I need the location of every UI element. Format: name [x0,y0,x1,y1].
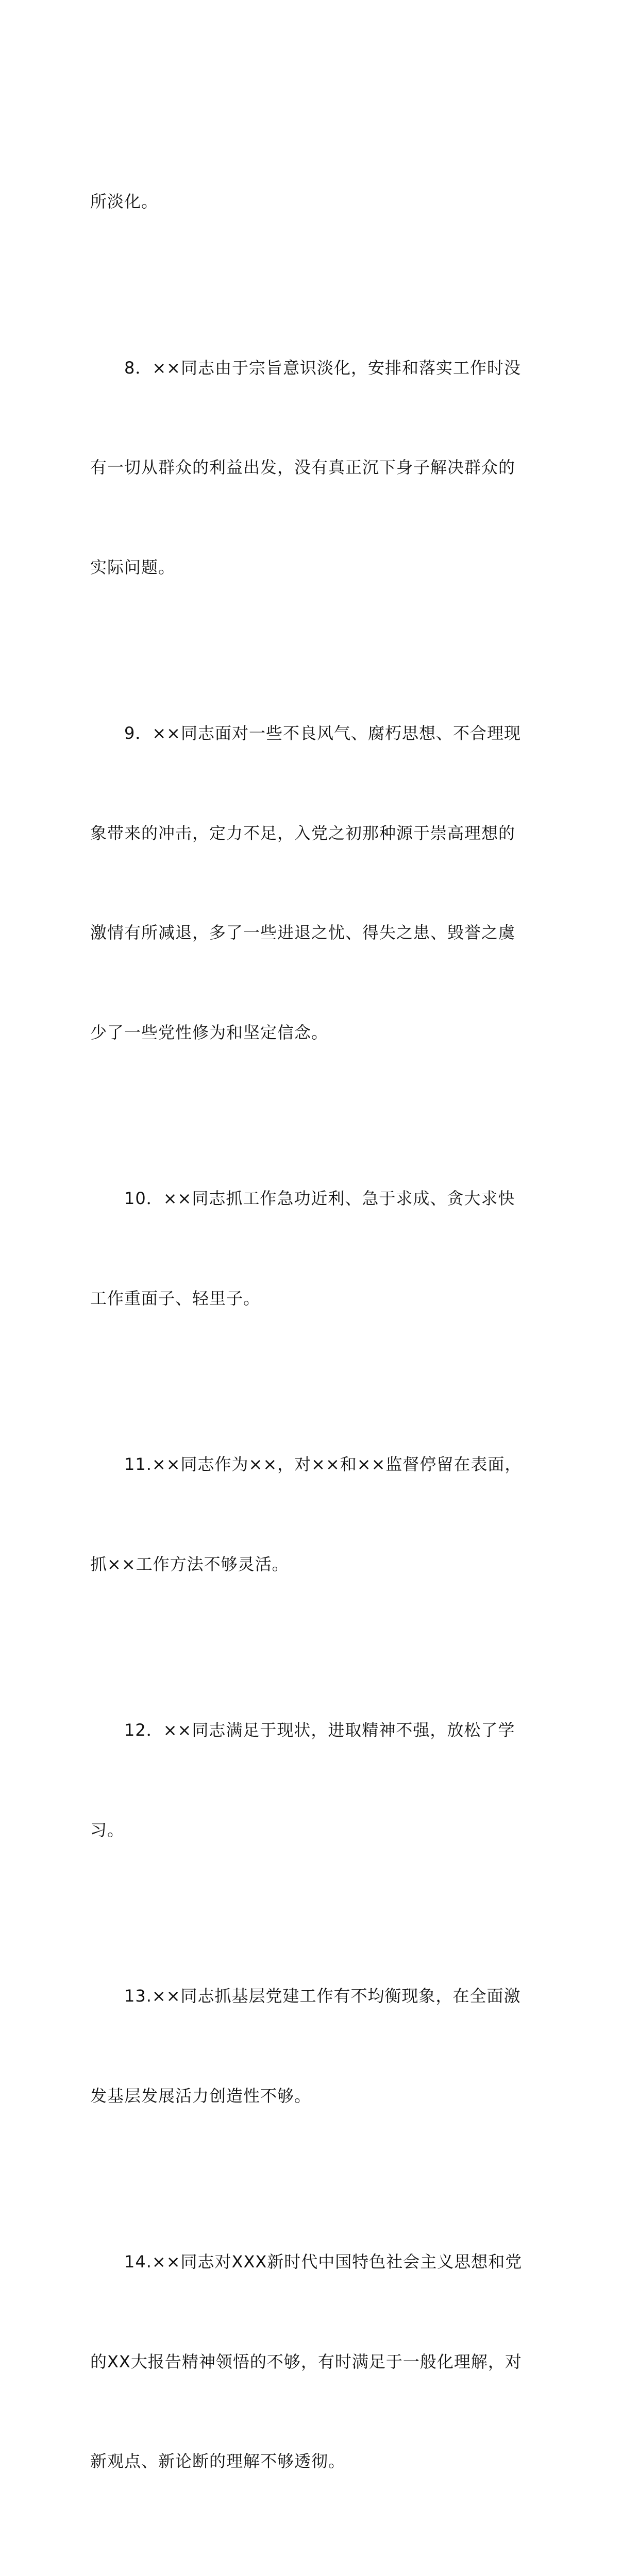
paragraph-item-10 [90,1115,564,1381]
text-line: 的XX大报告精神领悟的不够，有时满足于一般化理解，对 [90,2345,564,2379]
text-line: 象带来的冲击，定力不足，入党之初那种源于崇高理想的 [90,817,564,850]
text-line: 习。 [90,1814,564,1847]
paragraph-item-11 [90,1381,564,1647]
text-line: 13.××同志抓基层党建工作有不均衡现象，在全面激 [90,1979,564,2013]
text-line: 激情有所减退，多了一些进退之忧、得失之患、毁誉之虞 [90,916,564,950]
text-line: 有一切从群众的利益出发，没有真正沉下身子解决群众的 [90,451,564,484]
text-line: 新观点、新论断的理解不够透彻。 [90,2445,564,2478]
document-page [0,0,639,904]
paragraph-item-8 [90,285,564,651]
paragraph-item-15 [90,2545,564,2576]
document-body [90,118,564,2576]
text-line: 9．××同志面对一些不良风气、腐朽思想、不合理现 [90,717,564,750]
paragraph-item-13 [90,1913,564,2179]
text-line: 实际问题。 [90,551,564,584]
text-line: 8．××同志由于宗旨意识淡化，安排和落实工作时没 [90,351,564,385]
text-line: 工作重面子、轻里子。 [90,1282,564,1315]
paragraph-item-9 [90,650,564,1115]
paragraph-item-12 [90,1647,564,1913]
paragraph-item-14 [90,2179,564,2545]
text-line: 12．××同志满足于现状，进取精神不强，放松了学 [90,1714,564,1747]
text-line: 11.××同志作为××，对××和××监督停留在表面， [90,1448,564,1481]
text-line: 抓××工作方法不够灵活。 [90,1548,564,1581]
paragraph-continuation [90,118,564,285]
text-line: 少了一些党性修为和坚定信念。 [90,1016,564,1049]
text-line: 14.××同志对XXX新时代中国特色社会主义思想和党 [90,2245,564,2279]
text-line: 发基层发展活力创造性不够。 [90,2079,564,2113]
text-line: 10．××同志抓工作急功近利、急于求成、贪大求快 [90,1182,564,1215]
text-line: 所淡化。 [90,185,564,218]
